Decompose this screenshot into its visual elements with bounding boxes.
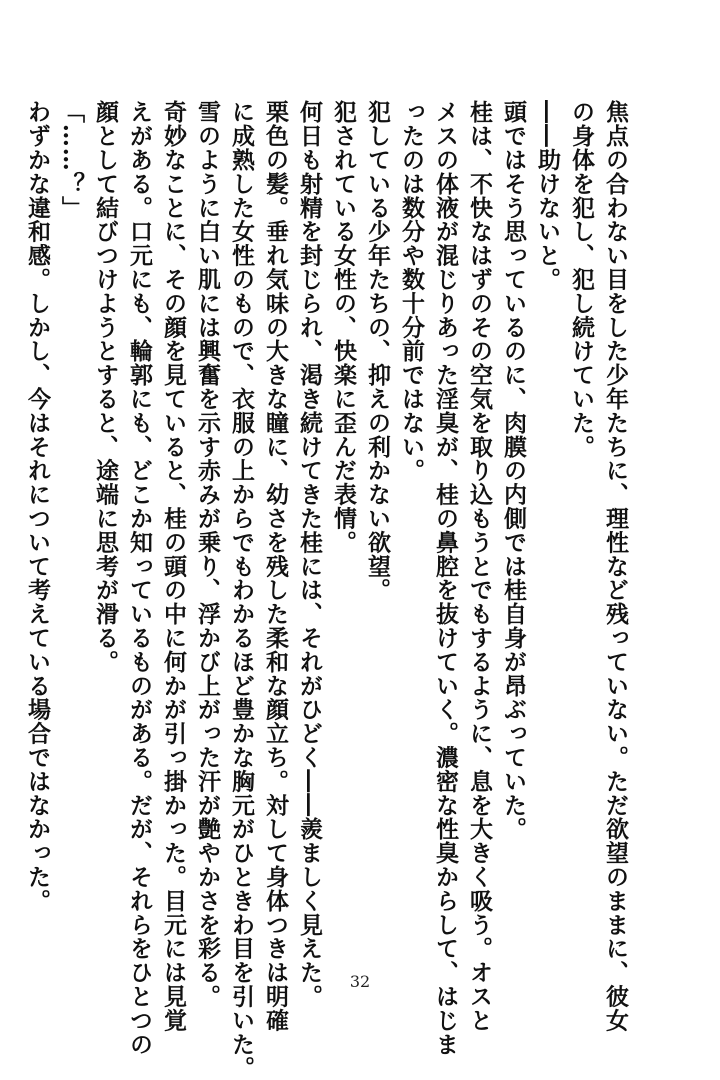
text-line-11: 栗色の髪。垂れ気味の大きな瞳に、幼さを残した柔和な顔立ち。対して身体つきは明確 [262,100,289,1033]
text-line-14: 奇妙なことに、その顔を見ていると、桂の頭の中に何かが引っ掛かった。目元には見覚 [160,100,187,1033]
text-line-4: 頭ではそう思っているのに、肉膜の内側では桂自身が昂ぶっていた。 [500,100,527,841]
text-line-10: 何日も射精を封じられ、渇き続けてきた桂には、それがひどく――羨ましく見えた。 [296,100,323,1009]
text-line-17: 「……？」 [58,100,85,220]
page-number: 32 [349,972,371,991]
text-line-18: わずかな違和感。しかし、今はそれについて考えている場合ではなかった。 [24,100,51,913]
text-line-3: ――助けないと。 [534,100,561,292]
text-line-12: に成熟した女性のもので、衣服の上からでもわかるほど豊かな胸元がひときわ目を引いた。 [228,100,255,1080]
text-line-9: 犯されている女性の、快楽に歪んだ表情。 [330,100,357,555]
text-line-5: 桂は、不快なはずのその空気を取り込もうとでもするように、息を大きく吸う。オスと [466,100,493,1033]
text-line-6: メスの体液が混じりあった淫臭が、桂の鼻腔を抜けていく。濃密な性臭からして、はじま [432,100,459,1056]
text-line-16: 顔として結びつけようとすると、途端に思考が滑る。 [92,100,119,674]
text-line-7: ったのは数分や数十分前ではない。 [398,100,425,483]
text-line-15: えがある。口元にも、輪郭にも、どこか知っているものがある。だが、それらをひとつの [126,100,153,1056]
text-line-2: の身体を犯し、犯し続けていた。 [568,100,595,459]
text-line-1: 焦点の合わない目をした少年たちに、理性など残っていない。ただ欲望のままに、彼女 [602,100,629,1033]
text-line-8: 犯している少年たちの、抑えの利かない欲望。 [364,100,391,602]
text-line-13: 雪のように白い肌には興奮を示す赤みが乗り、浮かび上がった汗が艶やかさを彩る。 [194,100,221,1009]
